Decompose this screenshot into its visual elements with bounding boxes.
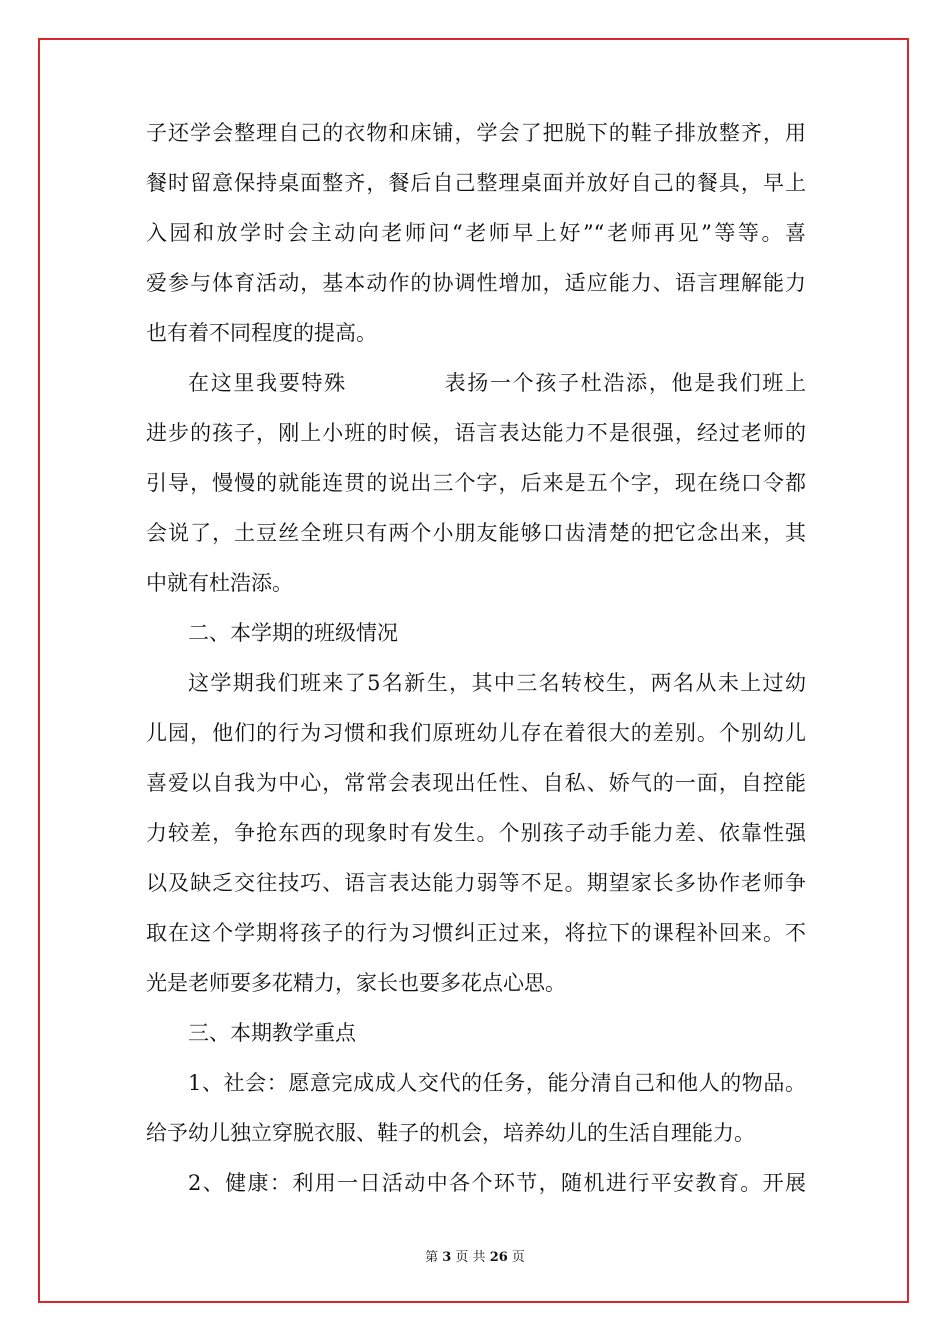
current-page-number: 3 — [442, 1250, 452, 1265]
text-line-with-gap — [146, 358, 806, 408]
document-body — [146, 108, 806, 1208]
text-line: 以及缺乏交往技巧、语言表达能力弱等不足。期望家长多协作老师争 — [146, 871, 806, 895]
text-line: 引导，慢慢的就能连贯的说出三个字，后来是五个字，现在绕口令都 — [146, 471, 806, 495]
text-line: 这学期我们班来了5名新生，其中三名转校生，两名从未上过幼 — [188, 671, 806, 695]
text-line: 2、健康：利用一日活动中各个环节，随机进行平安教育。开展 — [188, 1171, 806, 1195]
text-line: 爱参与体育活动，基本动作的协调性增加，适应能力、语言理解能力 — [146, 271, 806, 295]
text-line: 取在这个学期将孩子的行为习惯纠正过来，将拉下的课程补回来。不 — [146, 921, 806, 945]
text-line: 入园和放学时会主动向老师问“老师早上好”“老师再见”等等。喜 — [146, 221, 806, 245]
footer-suffix: 页 — [511, 1250, 525, 1265]
text-line: 会说了，土豆丝全班只有两个小朋友能够口齿清楚的把它念出来，其 — [146, 521, 806, 545]
text-line: 给予幼儿独立穿脱衣服、鞋子的机会，培养幼儿的生活自理能力。 — [146, 1121, 755, 1145]
page-footer — [0, 1249, 950, 1267]
text-line: 光是老师要多花精力，家长也要多花点心思。 — [146, 971, 566, 995]
text-line: 进步的孩子，刚上小班的时候，语言表达能力不是很强，经过老师的 — [146, 421, 806, 445]
section-heading: 二、本学期的班级情况 — [188, 621, 398, 645]
text-line: 喜爱以自我为中心，常常会表现出任性、自私、娇气的一面，自控能 — [146, 771, 806, 795]
total-page-number: 26 — [489, 1250, 508, 1265]
text-line: 1、社会：愿意完成成人交代的任务，能分清自己和他人的物品。 — [188, 1071, 806, 1095]
text-line: 餐时留意保持桌面整齐，餐后自己整理桌面并放好自己的餐具，早上 — [146, 171, 806, 195]
footer-middle: 页 共 — [455, 1250, 486, 1265]
text-segment: 在这里我要特殊 — [188, 371, 347, 395]
text-segment: 表扬一个孩子杜浩添，他是我们班上 — [442, 371, 807, 395]
section-heading: 三、本期教学重点 — [188, 1021, 356, 1045]
text-line: 中就有杜浩添。 — [146, 571, 293, 595]
footer-prefix: 第 — [425, 1250, 439, 1265]
text-line: 也有着不同程度的提高。 — [146, 321, 377, 345]
text-line: 力较差，争抢东西的现象时有发生。个别孩子动手能力差、依靠性强 — [146, 821, 806, 845]
text-line: 儿园，他们的行为习惯和我们原班幼儿存在着很大的差别。个别幼儿 — [146, 721, 806, 745]
text-line: 子还学会整理自己的衣物和床铺，学会了把脱下的鞋子排放整齐，用 — [146, 121, 806, 145]
